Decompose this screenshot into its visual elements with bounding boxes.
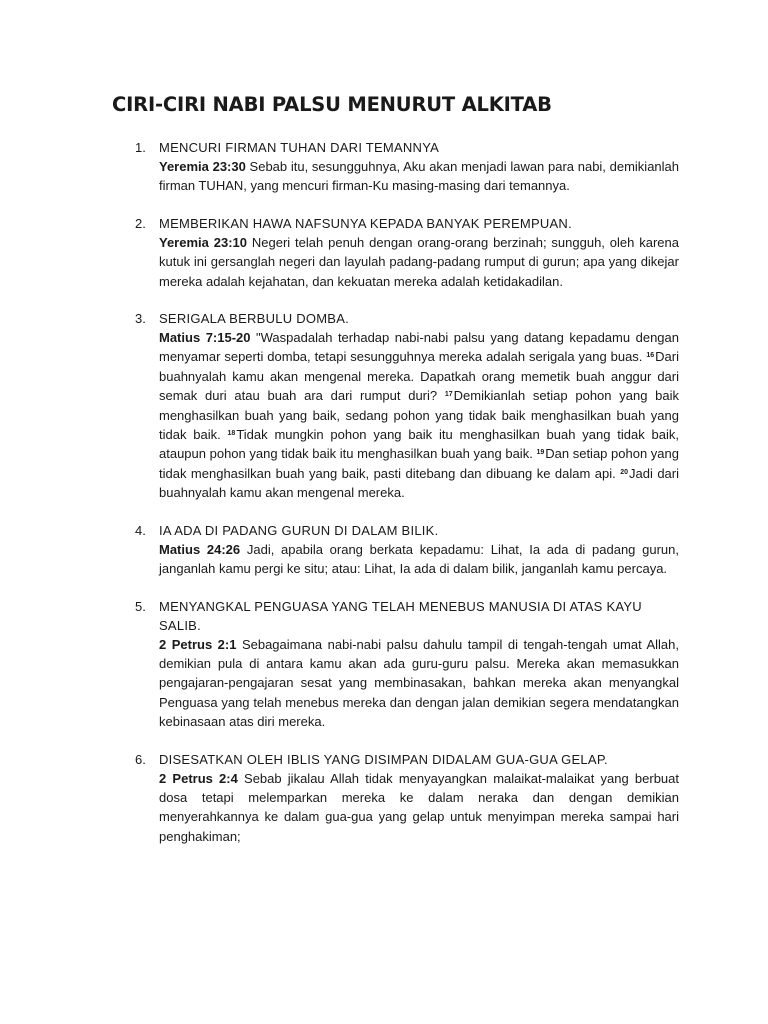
verse-segment: Sebagaimana nabi-nabi palsu dahulu tampil di tengah-tengah umat Allah, demikian pula di antara kamu akan ada guru-guru palsu. Mereka akan memasukkan pengajaran-pengajaran sesat yang membinasakan, bahkan mereka akan menyangkal Penguasa yang telah menebus mereka dan dengan jalan demikian segera mendatangkan kebinasaan atas diri mereka. bbox=[159, 636, 680, 730]
numbered-list bbox=[0, 138, 768, 864]
verse-reference: 2 Petrus 2:4 bbox=[159, 770, 238, 786]
verse-segment: Demikianlah setiap pohon yang baik menghasilkan buah yang baik, sedang pohon yang tidak baik menghasilkan buah yang tidak baik. bbox=[159, 388, 680, 443]
verse-reference: Matius 24:26 bbox=[159, 541, 241, 557]
verse-reference: Yeremia 23:10 bbox=[159, 234, 247, 250]
list-item bbox=[0, 138, 768, 196]
verse-segment: "Waspadalah terhadap nabi-nabi palsu yang datang kepadamu dengan menyamar seperti domba, tetapi sesungguhnya mereka adalah serigala yang buas. bbox=[159, 330, 679, 365]
verse-text bbox=[159, 328, 679, 503]
verse-text bbox=[159, 157, 679, 196]
verse-segment: Tidak mungkin pohon yang baik itu menghasilkan buah yang tidak baik, ataupun pohon yang tidak baik itu menghasilkan buah yang baik. bbox=[159, 427, 679, 462]
item-number: 5. bbox=[135, 598, 146, 614]
verse-number: 18 bbox=[227, 430, 236, 438]
verse-number: 19 bbox=[536, 449, 545, 457]
list-item bbox=[0, 750, 768, 847]
verse-text bbox=[159, 233, 679, 291]
verse-reference: Matius 7:15-20 bbox=[159, 330, 251, 346]
item-heading: MEMBERIKAN HAWA NAFSUNYA KEPADA BANYAK PEREMPUAN. bbox=[159, 215, 572, 231]
verse-text bbox=[159, 540, 679, 579]
verse-segment: Sebab itu, sesungguhnya, Aku akan menjadi lawan para nabi, demikianlah firman TUHAN, yang mencuri firman-Ku masing-masing dari temannya. bbox=[159, 159, 680, 194]
verse-segment: Negeri telah penuh dengan orang-orang berzinah; sungguh, oleh karena kutuk ini gersanglah negeri dan layulah padang-padang rumput di gurun; apa yang dikejar mereka adalah kejahatan, dan kekuatan mereka adalah ketidakadilan. bbox=[159, 234, 679, 289]
list-item bbox=[0, 309, 768, 503]
page-title: CIRI-CIRI NABI PALSU MENURUT ALKITAB bbox=[112, 93, 552, 116]
verse-text bbox=[159, 769, 679, 847]
item-heading: MENCURI FIRMAN TUHAN DARI TEMANNYA bbox=[159, 140, 440, 155]
list-item bbox=[0, 597, 768, 732]
verse-text bbox=[159, 635, 679, 732]
verse-segment: Dari buahnyalah kamu akan mengenal mereka. Dapatkah orang memetik buah anggur dari semak duri atau buah ara dari rumput duri? bbox=[159, 349, 679, 404]
item-heading: DISESATKAN OLEH IBLIS YANG DISIMPAN DIDALAM GUA-GUA GELAP. bbox=[159, 751, 608, 767]
verse-segment: Sebab jikalau Allah tidak menyayangkan malaikat-malaikat yang berbuat dosa tetapi melemparkan mereka ke dalam neraka dan dengan demikian menyerahkannya ke dalam gua-gua yang gelap untuk menyimpan mereka sampai hari penghakiman; bbox=[159, 770, 679, 844]
item-heading: IA ADA DI PADANG GURUN DI DALAM BILIK. bbox=[159, 522, 439, 538]
verse-number: 16 bbox=[646, 352, 655, 360]
verse-segment: Jadi, apabila orang berkata kepadamu: Lihat, Ia ada di padang gurun, janganlah kamu pergi ke situ; atau: Lihat, Ia ada di dalam bilik, janganlah kamu percaya. bbox=[159, 541, 679, 577]
item-heading: MENYANGKAL PENGUASA YANG TELAH MENEBUS MANUSIA DI ATAS KAYU SALIB. bbox=[159, 598, 642, 633]
list-item bbox=[0, 214, 768, 291]
verse-number: 17 bbox=[444, 391, 453, 399]
item-number: 3. bbox=[135, 311, 146, 327]
item-number: 1. bbox=[135, 140, 146, 155]
verse-reference: 2 Petrus 2:1 bbox=[159, 636, 237, 652]
verse-number: 20 bbox=[620, 468, 629, 476]
item-heading: SERIGALA BERBULU DOMBA. bbox=[159, 311, 349, 327]
item-number: 2. bbox=[135, 215, 146, 231]
verse-segment: Dan setiap pohon yang tidak menghasilkan buah yang baik, pasti ditebang dan dibuang ke dalam api. bbox=[159, 446, 679, 481]
list-item bbox=[0, 521, 768, 579]
verse-segment: Jadi dari buahnyalah kamu akan mengenal mereka. bbox=[159, 465, 680, 501]
item-number: 4. bbox=[135, 522, 146, 538]
item-number: 6. bbox=[135, 751, 146, 767]
verse-reference: Yeremia 23:30 bbox=[159, 159, 246, 174]
